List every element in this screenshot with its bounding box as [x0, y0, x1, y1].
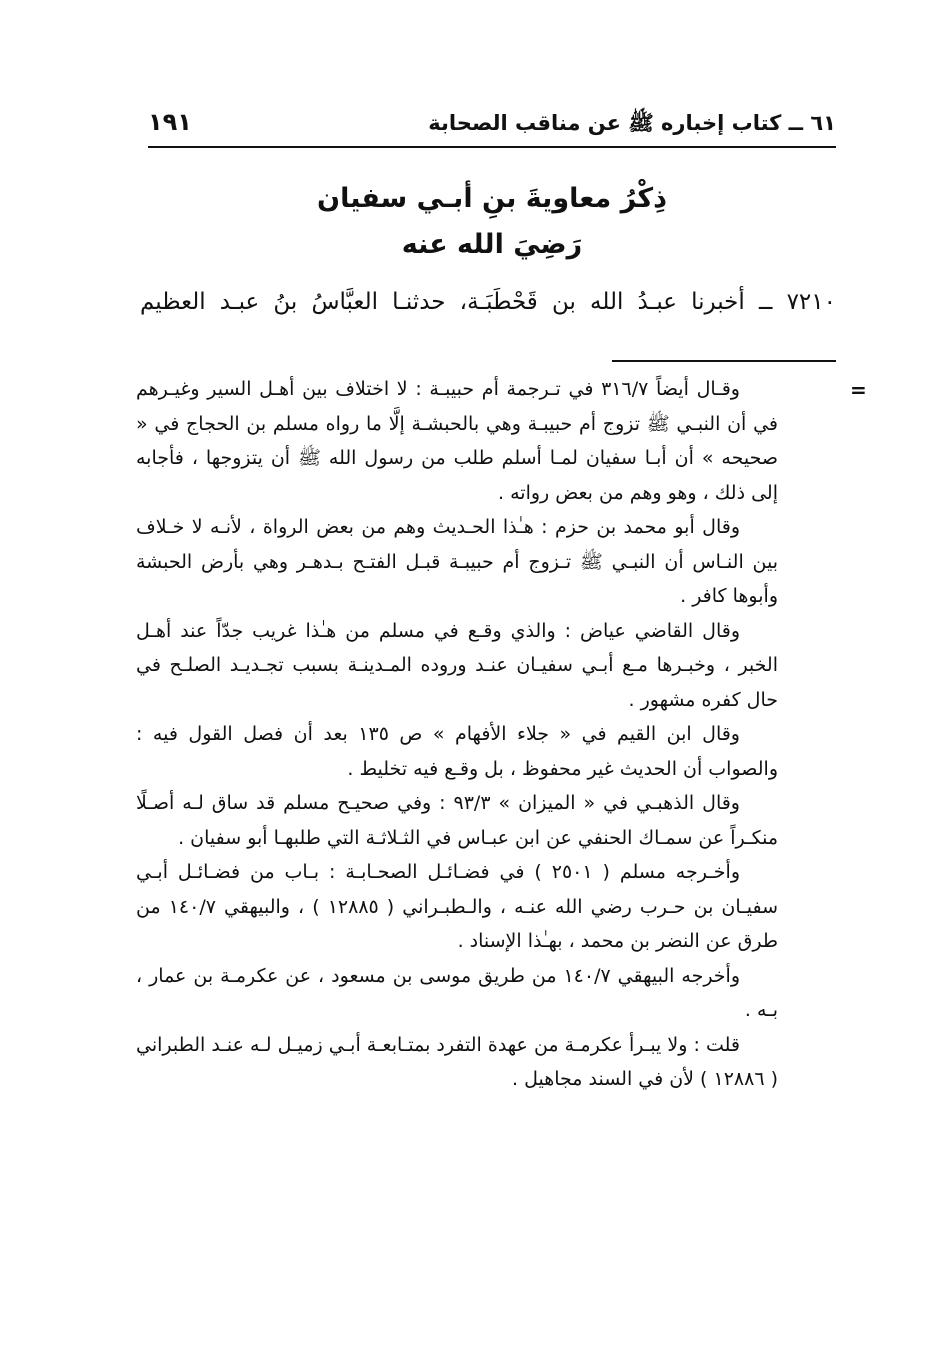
section-title [148, 176, 836, 268]
footnote-paragraph: قلت : ولا يبـرأ عكرمـة من عهدة التفرد بمتـابعـة أبـي زميـل لـه عنـد الطبراني ( ١٢٨٨٦ ) لأن في السند مجاهيل . [136, 1033, 778, 1090]
footnote-continuation-mark: = [850, 378, 867, 402]
running-head: ٦١ ــ كتاب إخباره ﷺ عن مناقب الصحابة [428, 111, 836, 135]
section-title-line-2: رَضِيَ الله عنه [401, 229, 583, 260]
page-number: ١٩١ [148, 108, 192, 136]
footnote-paragraph: وقال ابن القيم في « جلاء الأفهام » ص ١٣٥ بعد أن فصل القول فيه : والصواب أن الحديث غير محفوظ ، بل وقـع فيه تخليط . [136, 723, 778, 780]
hadith-text: ٧٢١٠ ــ أخبرنا عبـدُ الله بن قَحْطَبَـة، حدثنـا العبَّاسُ بنُ عبـد العظيم [140, 289, 836, 315]
footnote-paragraph: وأخـرجه مسلم ( ٢٥٠١ ) في فضـائـل الصحـابـة : بـاب من فضـائـل أبـي سفيـان بن حـرب رضي الله عنـه ، والـطبـراني ( ١٢٨٨٥ ) ، والبيهقي ١٤٠/٧ من طرق عن النضر بن محمد ، بهـٰذا الإسناد . [136, 861, 778, 952]
footnotes [136, 372, 778, 1097]
footnote-paragraph: وقـال أيضاً ٣١٦/٧ في تـرجمة أم حبيبـة : لا اختلاف بين أهـل السير وغيـرهم في أن النبـي ﷺ تزوج أم حبيبـة وهي بالحبشـة إلَّا ما رواه مسلم بن الحجاج في « صحيحه » أن أبـا سفيان لمـا أسلم طلب من رسول الله ﷺ أن يتزوجها ، فأجابه إلى ذلك ، وهو وهم من بعض رواته . [136, 378, 778, 504]
footnote-paragraph: وقال أبو محمد بن حزم : هـٰذا الحـديث وهم من بعض الرواة ، لأنـه لا خـلاف بين النـاس أن النبـي ﷺ تـزوج أم حبيبـة قبـل الفتـح بـدهـر وهي بأرض الحبشة وأبوها كافر . [136, 516, 778, 607]
page-header [148, 104, 836, 144]
footnote-paragraph: وقال الذهبـي في « الميزان » ٩٣/٣ : وفي صحيـح مسلم قد ساق لـه أصـلًا منكـراً عن سمـاك الحنفي عن ابن عبـاس في الثـلاثـة التي طلبهـا أبو سفيان . [136, 792, 778, 849]
section-title-line-1: ذِكْرُ معاويةَ بنِ أبـي سفيان [317, 183, 667, 214]
footnote-paragraph: وقال القاضي عياض : والذي وقـع في مسلم من هـٰذا غريب جدّاً عند أهـل الخبر ، وخبـرها مـع أبـي سفيـان عنـد وروده المـدينـة بسبب تجـديـد الصلـح في حال كفره مشهور . [136, 619, 778, 711]
header-rule [148, 146, 836, 148]
footnote-rule [612, 360, 836, 362]
footnote-paragraph: وأخرجه البيهقي ١٤٠/٧ من طريق موسى بن مسعود ، عن عكرمـة بن عمار ، بـه . [136, 964, 778, 1021]
